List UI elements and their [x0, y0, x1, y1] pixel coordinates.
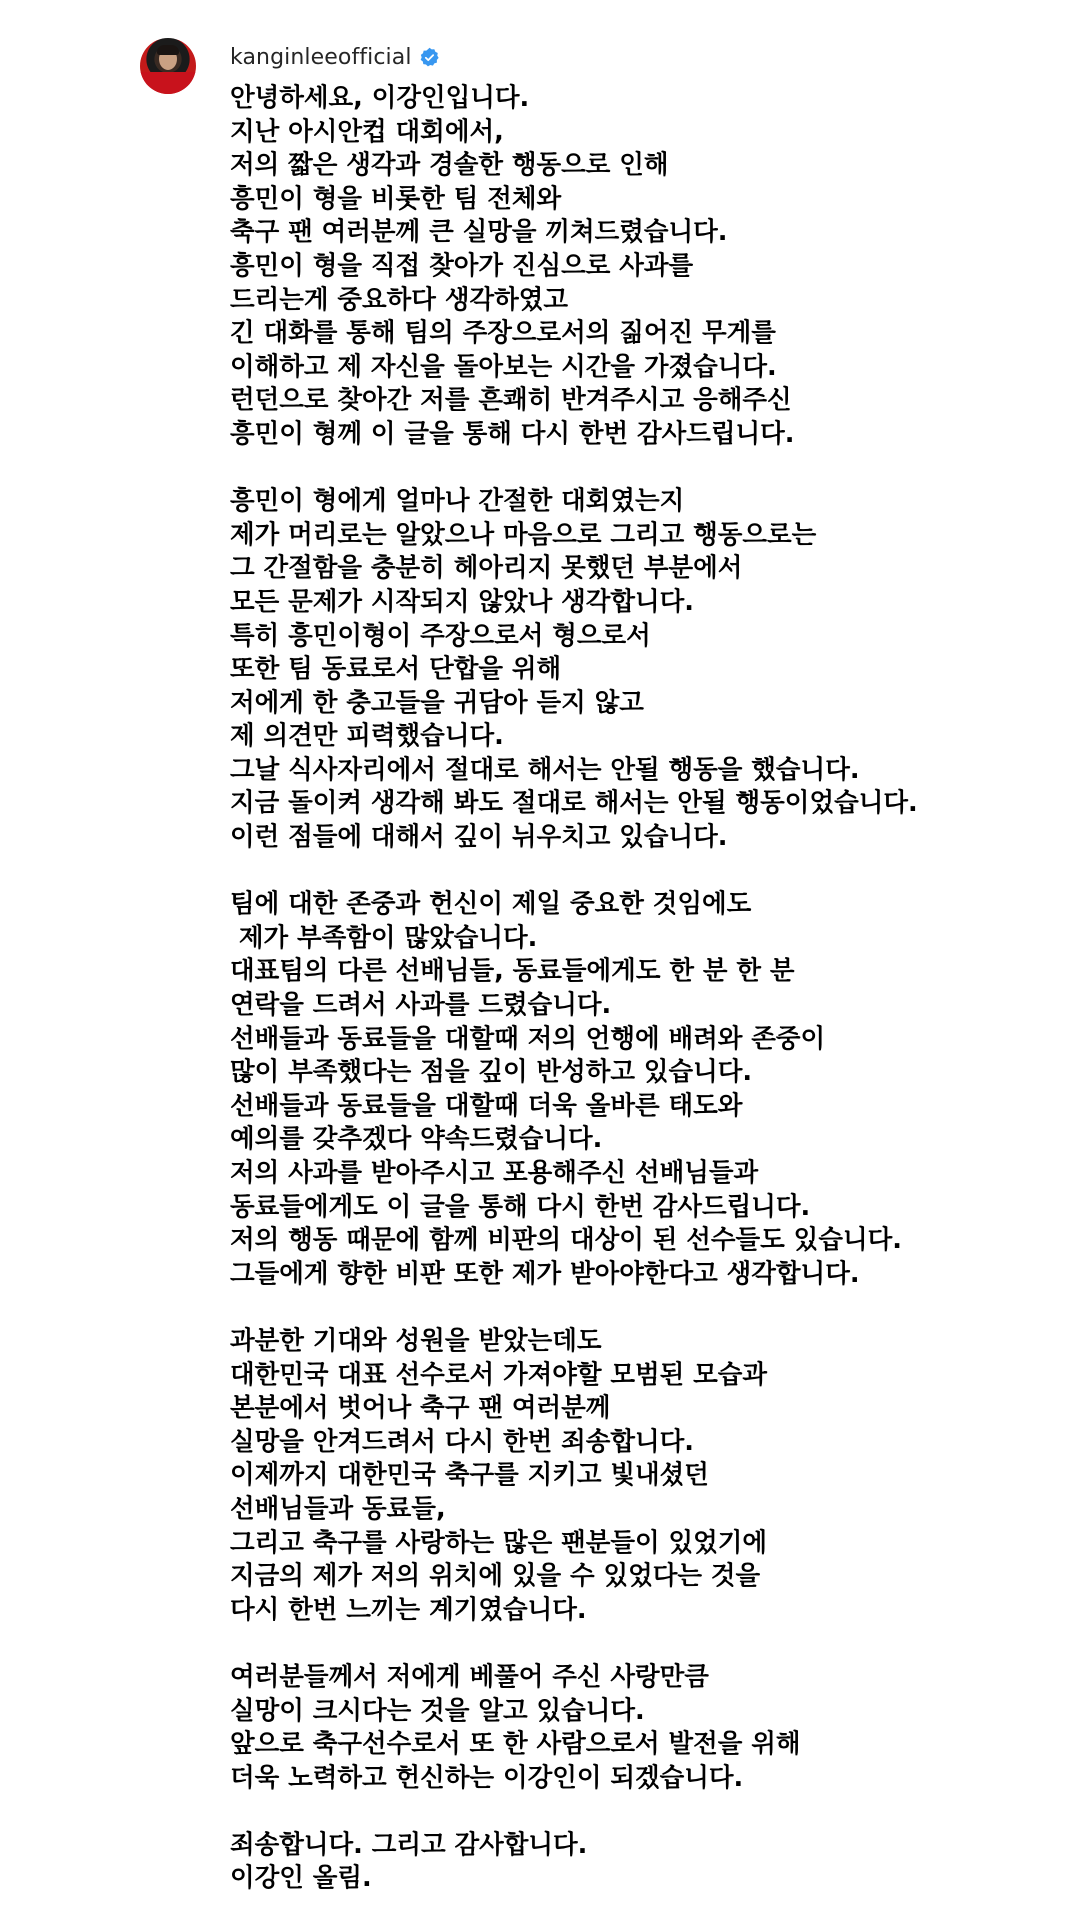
profile-avatar[interactable] — [140, 38, 196, 94]
caption-line: 저에게 한 충고들을 귀담아 듣지 않고 — [230, 687, 644, 718]
verified-badge-icon — [419, 47, 440, 68]
caption-line: 제가 부족함이 많았습니다. — [230, 922, 538, 953]
caption-paragraph — [230, 1661, 1050, 1795]
caption-line: 긴 대화를 통해 팀의 주장으로서의 짊어진 무게를 — [230, 318, 776, 349]
caption-line: 대한민국 대표 선수로서 가져야할 모범된 모습과 — [230, 1359, 768, 1390]
caption-line: 팀에 대한 존중과 헌신이 제일 중요한 것임에도 — [230, 889, 752, 920]
caption-line: 이강인 올림. — [230, 1863, 372, 1894]
caption-line: 이해하고 제 자신을 돌아보는 시간을 가졌습니다. — [230, 351, 777, 382]
paragraph-gap — [230, 1627, 1050, 1661]
caption-line: 많이 부족했다는 점을 깊이 반성하고 있습니다. — [230, 1057, 753, 1088]
caption-line: 동료들에게도 이 글을 통해 다시 한번 감사드립니다. — [230, 1191, 811, 1222]
caption-line: 선배들과 동료들을 대할때 더욱 올바른 태도와 — [230, 1090, 743, 1121]
post-header — [230, 40, 440, 74]
caption-line: 제가 머리로는 알았으나 마음으로 그리고 행동으로는 — [230, 519, 817, 550]
caption-line: 다시 한번 느끼는 계기였습니다. — [230, 1594, 587, 1625]
caption-line: 죄송합니다. 그리고 감사합니다. — [230, 1829, 588, 1860]
paragraph-gap — [230, 452, 1050, 486]
caption-line: 본분에서 벗어나 축구 팬 여러분께 — [230, 1393, 611, 1424]
caption-paragraph — [230, 485, 1050, 855]
caption-line: 모든 문제가 시작되지 않았나 생각합니다. — [230, 586, 694, 617]
caption-paragraph — [230, 82, 1050, 452]
caption-line: 드리는게 중요하다 생각하였고 — [230, 284, 568, 315]
caption-line: 흥민이 형을 직접 찾아가 진심으로 사과를 — [230, 250, 694, 281]
caption-line: 흥민이 형께 이 글을 통해 다시 한번 감사드립니다. — [230, 418, 795, 449]
caption-line: 여러분들께서 저에게 베풀어 주신 사랑만큼 — [230, 1661, 709, 1692]
caption-line: 그리고 축구를 사랑하는 많은 팬분들이 있었기에 — [230, 1527, 768, 1558]
caption-line: 이제까지 대한민국 축구를 지키고 빛내셨던 — [230, 1460, 709, 1491]
caption-line: 흥민이 형을 비롯한 팀 전체와 — [230, 183, 562, 214]
caption-line: 선배님들과 동료들, — [230, 1493, 446, 1524]
caption-line: 이런 점들에 대해서 깊이 뉘우치고 있습니다. — [230, 822, 728, 853]
username-link[interactable]: kanginleeofficial — [230, 44, 412, 70]
caption-line: 축구 팬 여러분께 큰 실망을 끼쳐드렸습니다. — [230, 217, 728, 248]
caption-line: 지난 아시안컵 대회에서, — [230, 116, 504, 147]
caption-line: 그날 식사자리에서 절대로 해서는 안될 행동을 했습니다. — [230, 754, 860, 785]
paragraph-gap — [230, 855, 1050, 889]
caption-line: 과분한 기대와 성원을 받았는데도 — [230, 1325, 602, 1356]
caption-line: 특히 흥민이형이 주장으로서 형으로서 — [230, 620, 651, 651]
caption-line: 대표팀의 다른 선배님들, 동료들에게도 한 분 한 분 — [230, 956, 795, 987]
caption-line: 앞으로 축구선수로서 또 한 사람으로서 발전을 위해 — [230, 1729, 801, 1760]
caption-line: 저의 사과를 받아주시고 포용해주신 선배님들과 — [230, 1158, 759, 1188]
caption-line: 제 의견만 피력했습니다. — [230, 721, 504, 752]
caption-paragraph — [230, 888, 1050, 1291]
caption-line: 지금 돌이켜 생각해 봐도 절대로 해서는 안될 행동이었습니다. — [230, 788, 918, 819]
caption-paragraph — [230, 1829, 1050, 1896]
avatar-shirt — [140, 72, 196, 94]
caption-line: 실망이 크시다는 것을 알고 있습니다. — [230, 1695, 645, 1726]
caption-line: 실망을 안겨드려서 다시 한번 죄송합니다. — [230, 1426, 694, 1457]
caption-line: 저의 짧은 생각과 경솔한 행동으로 인해 — [230, 150, 669, 181]
caption-line: 또한 팀 동료로서 단합을 위해 — [230, 654, 562, 685]
post-caption — [230, 82, 1050, 1896]
caption-line: 더욱 노력하고 헌신하는 이강인이 되겠습니다. — [230, 1762, 744, 1793]
paragraph-gap — [230, 1795, 1050, 1829]
caption-line: 흥민이 형에게 얼마나 간절한 대회였는지 — [230, 486, 685, 517]
caption-line: 연락을 드려서 사과를 드렸습니다. — [230, 990, 612, 1021]
caption-line: 저의 행동 때문에 함께 비판의 대상이 된 선수들도 있습니다. — [230, 1225, 902, 1256]
caption-line: 그들에게 향한 비판 또한 제가 받아야한다고 생각합니다. — [230, 1258, 860, 1289]
caption-line: 지금의 제가 저의 위치에 있을 수 있었다는 것을 — [230, 1561, 761, 1592]
caption-line: 안녕하세요, 이강인입니다. — [230, 83, 530, 113]
caption-line: 런던으로 찾아간 저를 흔쾌히 반겨주시고 응해주신 — [230, 385, 792, 416]
caption-line: 그 간절함을 충분히 헤아리지 못했던 부분에서 — [230, 553, 743, 584]
caption-paragraph — [230, 1325, 1050, 1627]
avatar-hair — [157, 45, 179, 55]
caption-line: 선배들과 동료들을 대할때 저의 언행에 배려와 존중이 — [230, 1023, 826, 1054]
paragraph-gap — [230, 1291, 1050, 1325]
caption-line: 예의를 갖추겠다 약속드렸습니다. — [230, 1124, 603, 1155]
